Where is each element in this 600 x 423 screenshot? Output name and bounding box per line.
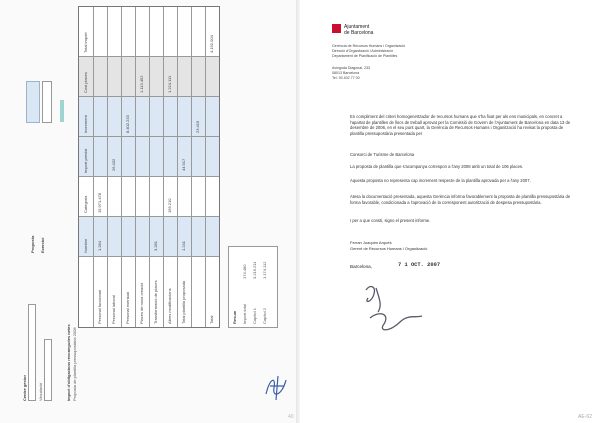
address-block: [332, 66, 370, 81]
table-cell: 44.917: [181, 158, 186, 171]
place: Barcelona,: [350, 264, 372, 269]
address-line: 08013 Barcelona: [332, 71, 360, 75]
summary-box: [228, 246, 278, 328]
column-header: Categoria: [83, 195, 88, 213]
summary-label: Resum: [232, 310, 237, 324]
label-centre-gestor: Centre gestor: [22, 374, 27, 401]
right-page-letter: [300, 0, 600, 423]
column-header: Increment: [83, 115, 88, 133]
paragraph-2: Aquesta proposta no representa cap increment respecte de la plantilla aprovada per a l'any 2007.: [350, 178, 531, 183]
field-centre-gestor: [28, 304, 36, 401]
summary-value: 174.480: [242, 264, 247, 279]
row-label: Places de nova creació: [139, 282, 144, 324]
table-cell: 1.113.452: [139, 75, 144, 93]
row-label: Total plantilla proposada: [181, 280, 186, 324]
table-cell: 26.432: [111, 158, 116, 171]
table-cell: 3.281: [153, 240, 158, 251]
department-line: Departament de Planificació de Plantilles: [332, 54, 398, 58]
date-stamp: 7 1 OCT. 2007: [398, 262, 441, 268]
department-line: Gerència de Recursos Humans i Organització: [332, 44, 406, 48]
row-label: Personal eventual: [125, 291, 130, 324]
table-cell: 156.210: [167, 198, 172, 213]
logo-line: de Barcelona: [344, 30, 374, 36]
row-label: Personal laboral: [111, 295, 116, 324]
label-exercici: Exercici: [40, 237, 45, 253]
column-header: Import previst: [83, 148, 88, 173]
address-line: Avinguda Diagonal, 233: [332, 66, 371, 70]
summary-label: Import total: [242, 303, 247, 324]
table-caption: Proposta de plantilla pressupostària 2008: [72, 327, 77, 401]
row-label: Total: [209, 315, 214, 324]
summary-label: Capítol 1: [252, 307, 257, 324]
paragraph-3: Atesa la documentació presentada, aquesta Gerència informa favorablement la proposta de plantilla pressupostària de forma favorable, condicionada a l'aprovació de la corresponent autorització de despesa pressupostària.: [350, 194, 571, 205]
table-title: Import d'obligacions reconegudes netes: [66, 324, 71, 401]
signatory-name: Ferran Joaquim Arqués: [350, 240, 392, 245]
table-cell: 1.224.111: [167, 75, 172, 93]
page-reference: AE-62: [578, 414, 592, 420]
address-line: Tel. 93 402 77 00: [332, 76, 360, 80]
table-cell: 1.284: [97, 240, 102, 251]
label-proposta: Proposta: [30, 235, 35, 253]
logo-text: [344, 24, 373, 36]
closing-line: I per a que consti, signo el present informe.: [350, 218, 431, 223]
department-block: [332, 44, 405, 59]
field-vinculacio: [44, 339, 52, 401]
handwritten-signature: [360, 280, 430, 338]
table-cell: 4.192.004: [209, 35, 214, 53]
summary-value: 1.174.112: [262, 261, 267, 279]
highlight-cell: [26, 81, 40, 123]
summary-value: 3.216.211: [252, 261, 257, 279]
logo-line: Ajuntament: [344, 24, 370, 30]
row-label: Altres modificacions: [167, 288, 172, 324]
table-cell: 23.419: [195, 120, 200, 133]
entity-name: Consorci de Turisme de Barcelona: [350, 152, 415, 157]
ajuntament-logo-icon: [332, 24, 341, 33]
row-label: Transformació de places: [153, 280, 158, 324]
proposal-paragraph: La proposta de plantilla que s'acompanya correspon a l'any 2008 amb un total de 106 places.: [350, 164, 524, 169]
signatory-title: Gerent de Recursos Humans i Organització: [350, 245, 428, 251]
row-label: Personal funcionari: [97, 289, 102, 324]
signatory-block: [350, 240, 427, 251]
department-line: Direcció d'Organització i Administració: [332, 49, 394, 53]
table-cell: 8.402.233: [125, 115, 130, 133]
intro-paragraph: En compliment del criteri homogeneïtzador de recursos humans que s'ha fixat per als ens municipals, en concret a l'apartat de plantilles de llocs de treball aprovat per la Comissió de Govern de l'Ajuntament de Barcelona en data 13 de desembre de 2006, en el seu punt quart, la Gerència de Recursos Humans i Organització ha revisat la proposta de plantilla pressupostària presentada per: [350, 114, 571, 136]
column-header: Total import: [83, 32, 88, 53]
label-vinculacio: Vinculació: [38, 382, 43, 401]
table-cell: 1.241: [181, 240, 186, 251]
summary-label: Capítol 2: [262, 307, 267, 324]
page-number: 40: [288, 414, 294, 420]
exercici-box: [42, 81, 52, 123]
budget-table: [78, 6, 220, 328]
highlighter-mark: [60, 100, 64, 122]
initials-signature: [262, 372, 290, 402]
column-header: Nombre: [83, 238, 88, 253]
table-cell: 15.971.478: [97, 192, 102, 213]
column-header: Cost places: [83, 72, 88, 93]
